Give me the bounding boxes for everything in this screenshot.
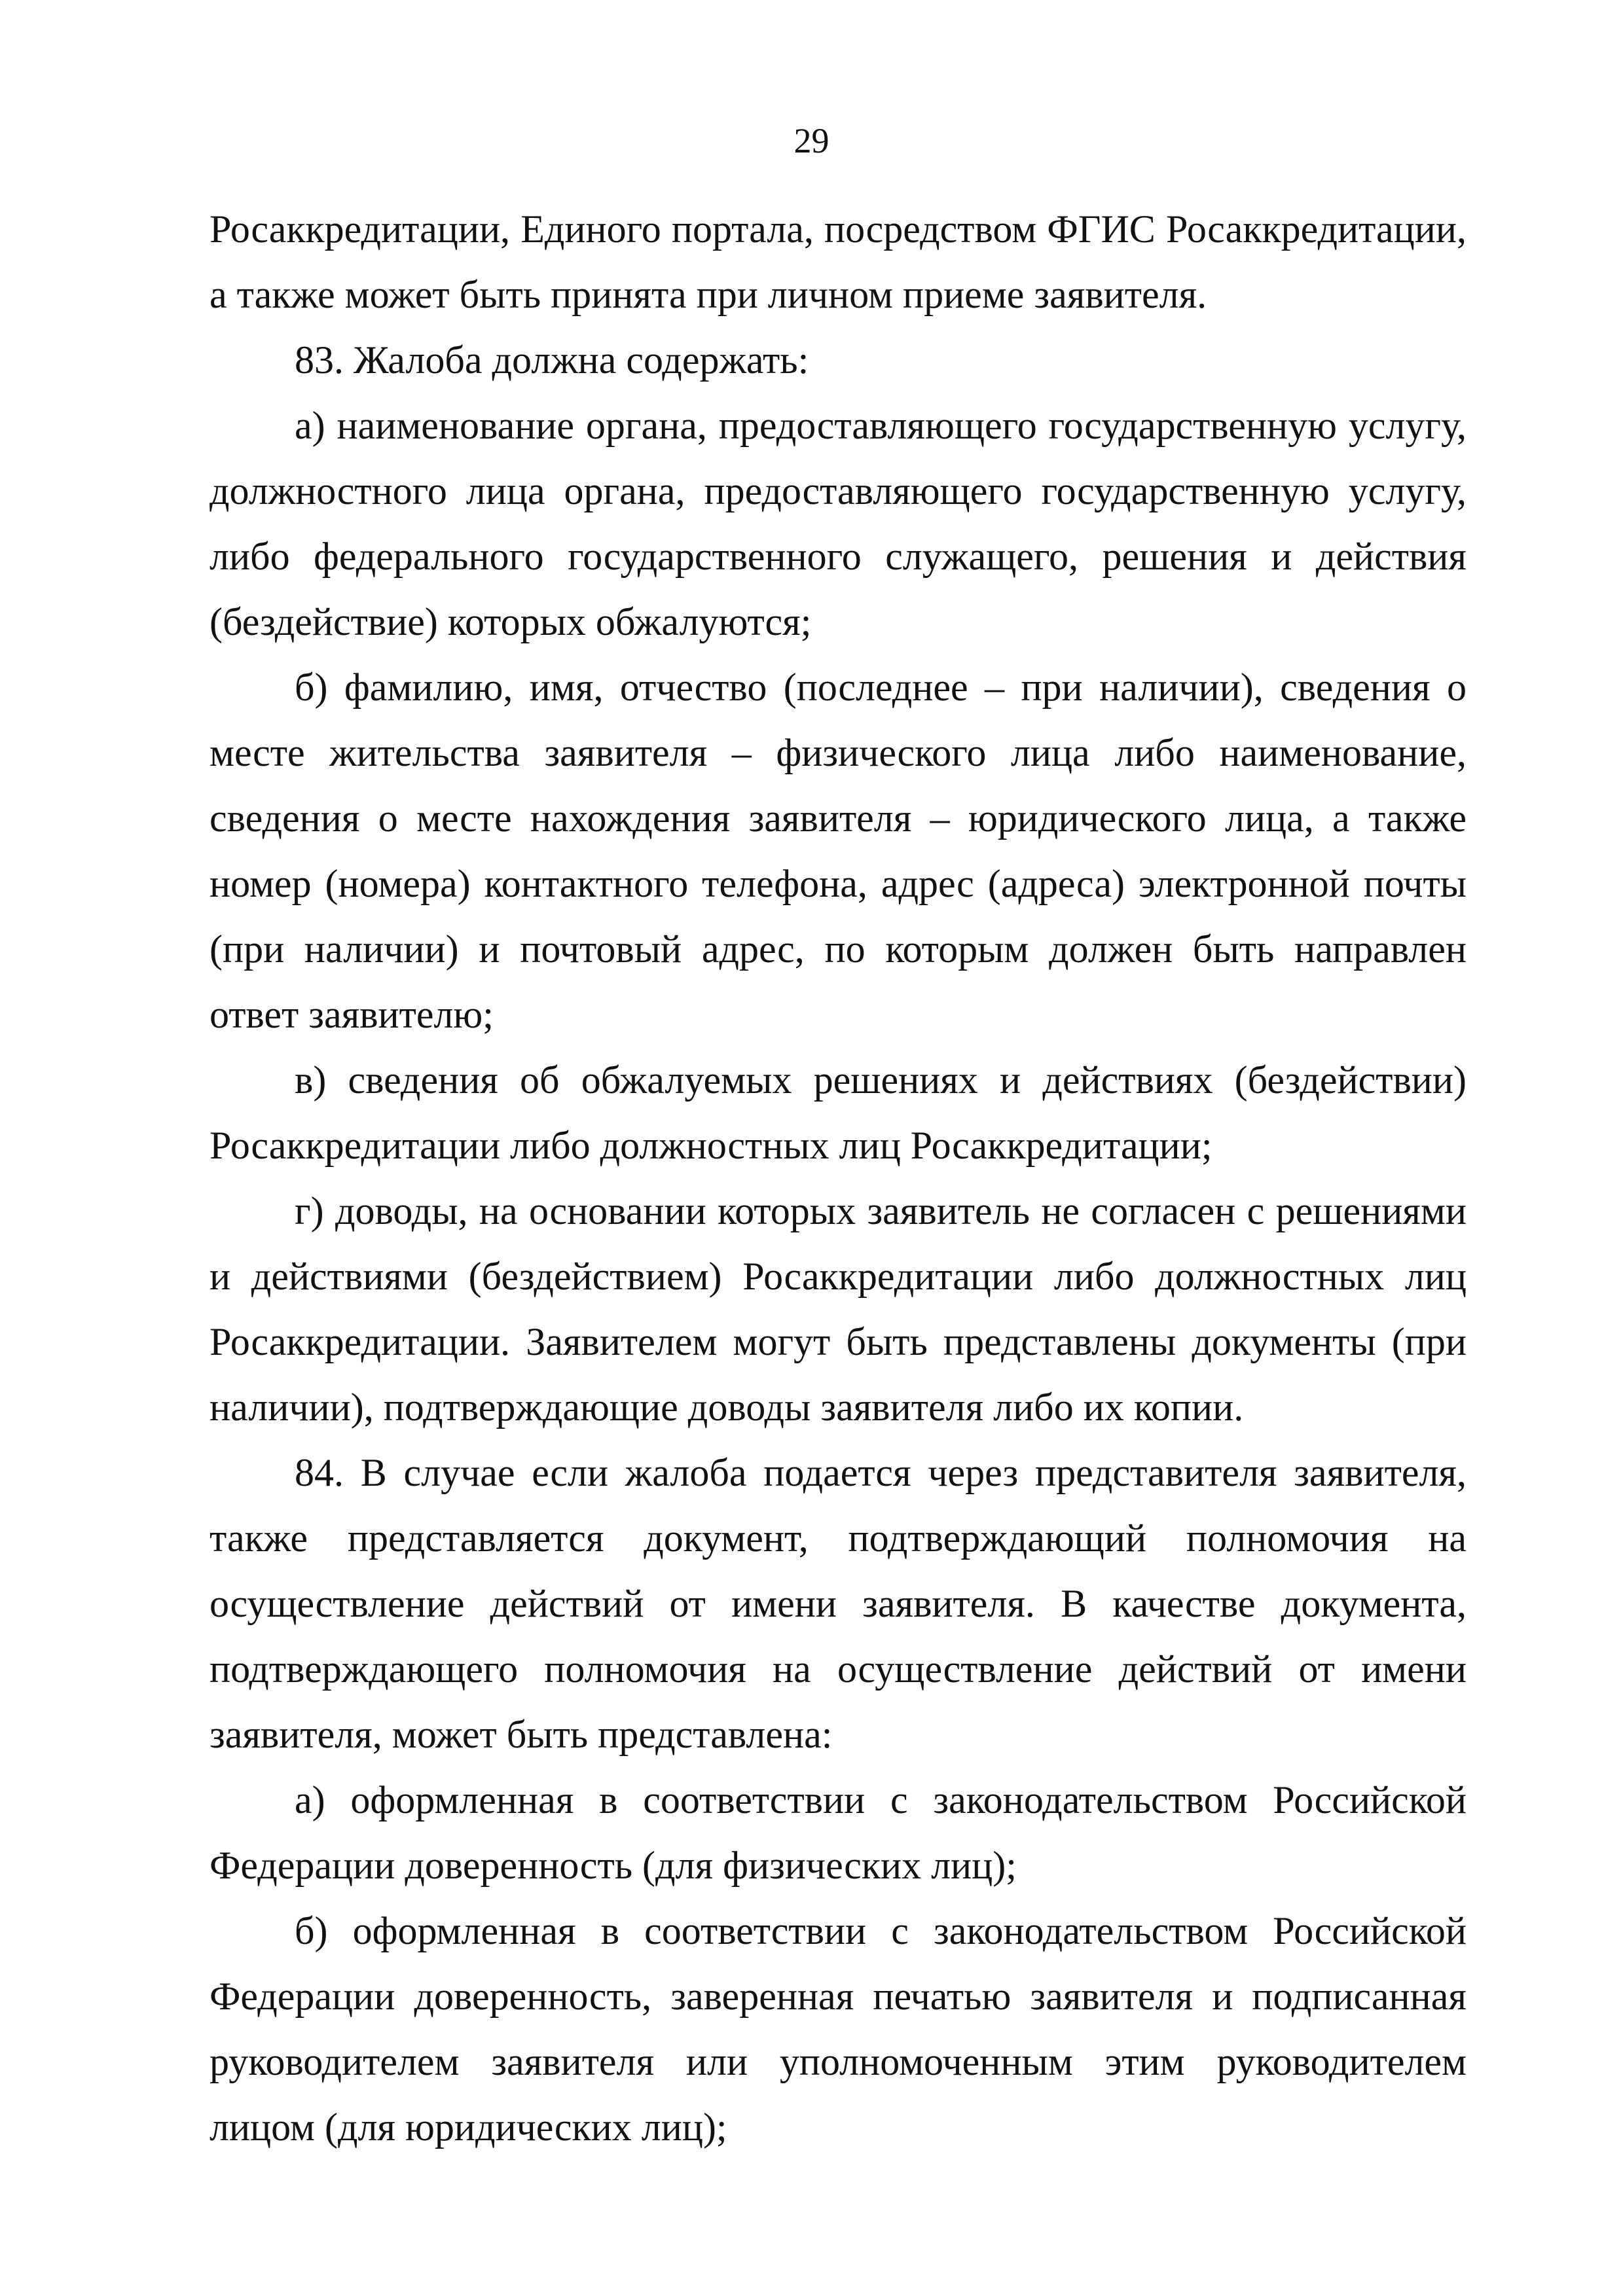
paragraph-continuation: Росаккредитации, Единого портала, посредством ФГИС Росаккредитации, а также может быть принята при личном приеме заявителя.: [210, 207, 1467, 316]
paragraph-84-b: б) оформленная в соответствии с законодательством Российской Федерации доверенность, заверенная печатью заявителя и подписанная руководителем заявителя или уполномоченным этим руководителем лицом (для юридических лиц);: [210, 1909, 1467, 2149]
paragraph-84: 84. В случае если жалоба подается через представителя заявителя, также представляется документ, подтверждающий полномочия на осуществление действий от имени заявителя. В качестве документа, подтверждающего полномочия на осуществление действий от имени заявителя, может быть представлена:: [210, 1451, 1467, 1756]
paragraph-83-a: а) наименование органа, предоставляющего государственную услугу, должностного лица органа, предоставляющего государственную услугу, либо федерального государственного служащего, решения и действия (бездействие) которых обжалуются;: [210, 404, 1467, 643]
paragraph-84-a: а) оформленная в соответствии с законодательством Российской Федерации доверенность (для физических лиц);: [210, 1778, 1467, 1887]
paragraph-83-heading: 83. Жалоба должна содержать:: [295, 338, 809, 382]
paragraph-83-g: г) доводы, на основании которых заявитель не согласен с решениями и действиями (бездействием) Росаккредитации либо должностных лиц Росаккредитации. Заявителем могут быть представлены документы (при наличии), подтверждающие доводы заявителя либо их копии.: [210, 1189, 1467, 1429]
page-number: 29: [793, 121, 830, 160]
document-body: [210, 196, 1467, 2160]
paragraph-83-b: б) фамилию, имя, отчество (последнее – при наличии), сведения о месте жительства заявителя – физического лица либо наименование, сведения о месте нахождения заявителя – юридического лица, а также номер (номера) контактного телефона, адрес (адреса) электронной почты (при наличии) и почтовый адрес, по которым должен быть направлен ответ заявителю;: [210, 666, 1467, 1036]
paragraph-83-v: в) сведения об обжалуемых решениях и действиях (бездействии) Росаккредитации либо должностных лиц Росаккредитации;: [210, 1058, 1467, 1167]
